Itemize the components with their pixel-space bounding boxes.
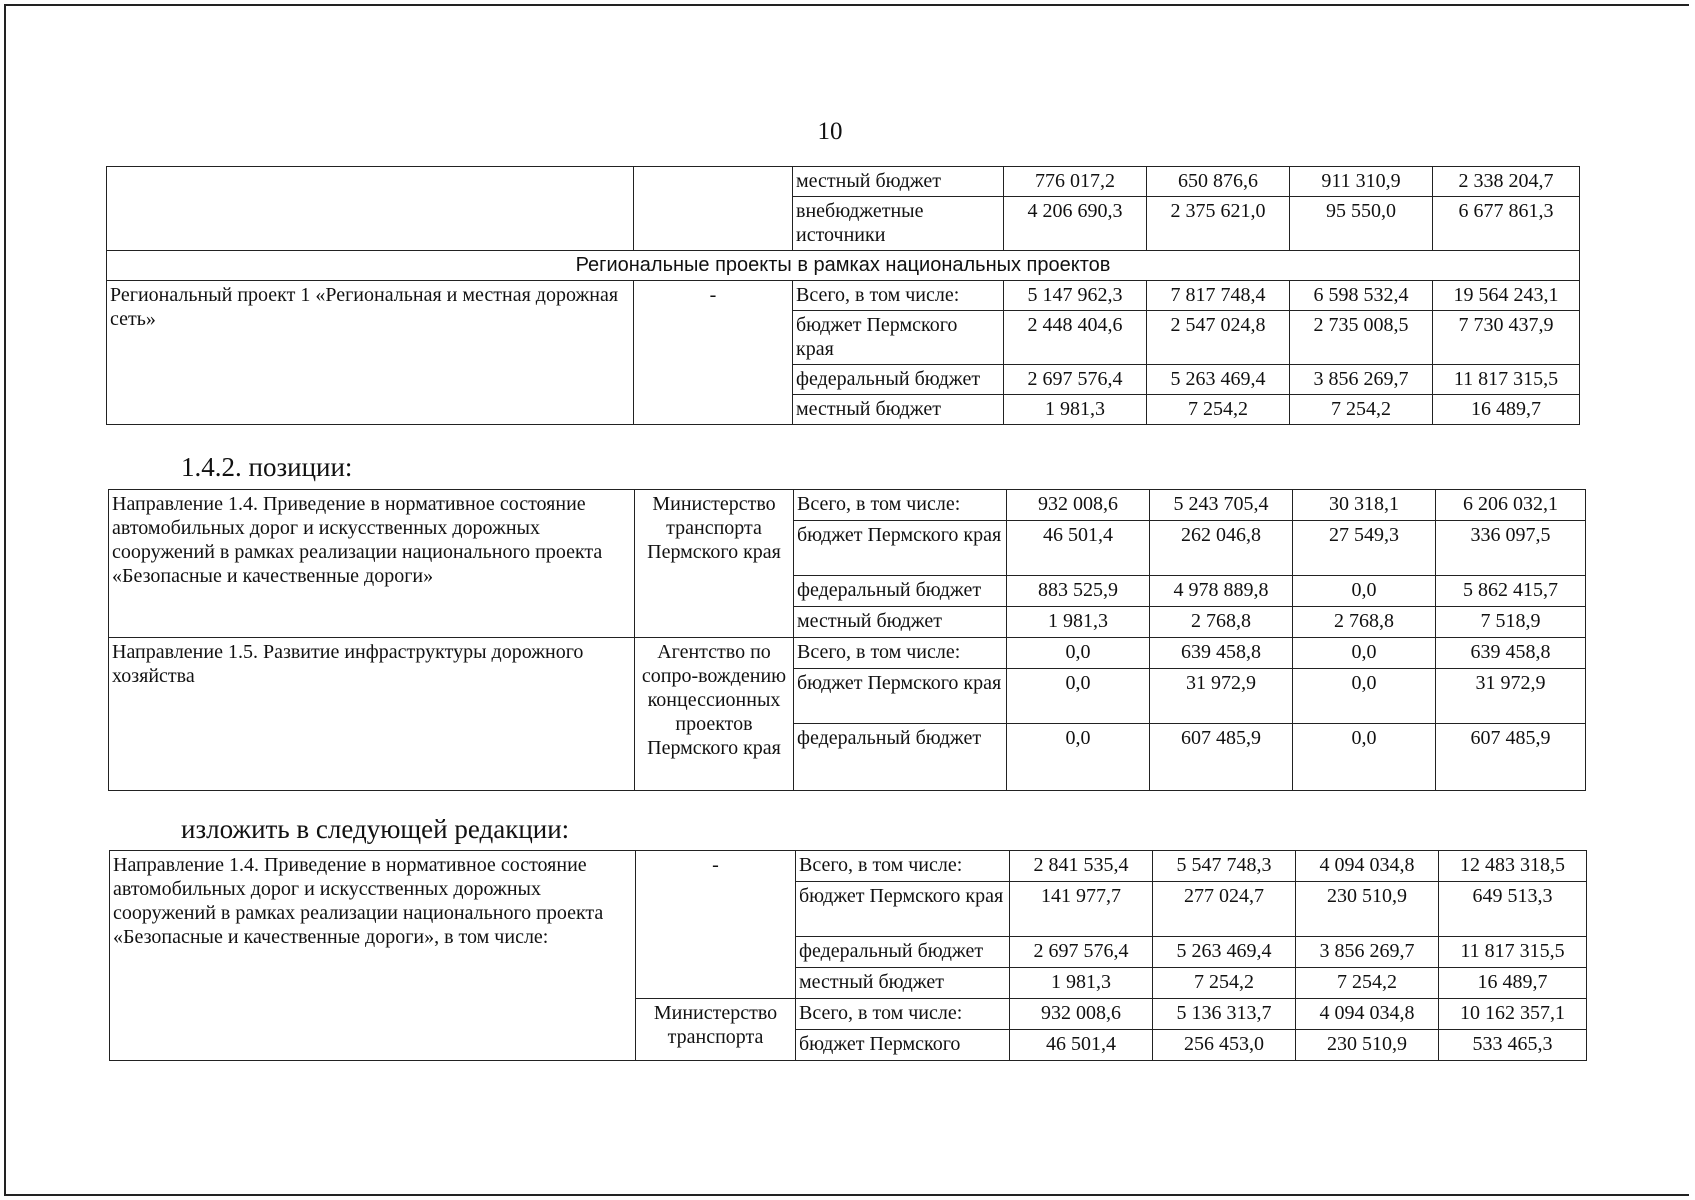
source-label: федеральный бюджет	[793, 365, 1004, 395]
value-cell: 533 465,3	[1439, 1030, 1587, 1061]
empty-cell	[634, 167, 793, 251]
value-cell: 3 856 269,7	[1296, 937, 1439, 968]
value-cell: 650 876,6	[1147, 167, 1290, 197]
executor-cell: Министерство транспорта Пермского края	[635, 490, 794, 638]
direction-name: Направление 1.4. Приведение в нормативное состояние автомобильных дорог и искусственных дорожных сооружений в рамках реализации национального проекта «Безопасные и качественные дороги»	[109, 490, 635, 638]
value-cell: 31 972,9	[1436, 669, 1586, 724]
value-cell: 911 310,9	[1290, 167, 1433, 197]
value-cell: 7 254,2	[1147, 395, 1290, 425]
source-label: бюджет Пермского	[796, 1030, 1010, 1061]
value-cell: 336 097,5	[1436, 521, 1586, 576]
value-cell: 0,0	[1007, 669, 1150, 724]
table-row	[109, 490, 1586, 521]
value-cell: 5 263 469,4	[1153, 937, 1296, 968]
value-cell: 19 564 243,1	[1433, 281, 1580, 311]
page-number: 10	[817, 118, 843, 145]
value-cell: 1 981,3	[1010, 968, 1153, 999]
value-cell: 16 489,7	[1433, 395, 1580, 425]
value-cell: 932 008,6	[1007, 490, 1150, 521]
table-row	[109, 638, 1586, 669]
empty-cell	[107, 167, 634, 251]
budget-table-new-edition	[109, 850, 1587, 1061]
new-edition-heading: изложить в следующей редакции:	[181, 814, 570, 844]
value-cell: 6 598 532,4	[1290, 281, 1433, 311]
value-cell: 27 549,3	[1293, 521, 1436, 576]
source-label: федеральный бюджет	[794, 724, 1007, 791]
source-label: Всего, в том числе:	[796, 851, 1010, 882]
value-cell: 30 318,1	[1293, 490, 1436, 521]
direction-name: Направление 1.5. Развитие инфраструктуры дорожного хозяйства	[109, 638, 635, 791]
value-cell: 7 254,2	[1290, 395, 1433, 425]
source-label: местный бюджет	[793, 395, 1004, 425]
value-cell: 4 206 690,3	[1004, 197, 1147, 251]
budget-table-positions	[108, 489, 1586, 791]
value-cell: 7 518,9	[1436, 607, 1586, 638]
value-cell: 932 008,6	[1010, 999, 1153, 1030]
value-cell: 95 550,0	[1290, 197, 1433, 251]
project-name: Региональный проект 1 «Региональная и местная дорожная сеть»	[107, 281, 634, 425]
value-cell: 46 501,4	[1007, 521, 1150, 576]
value-cell: 607 485,9	[1150, 724, 1293, 791]
value-cell: 4 094 034,8	[1296, 851, 1439, 882]
source-label: Всего, в том числе:	[793, 281, 1004, 311]
value-cell: 6 677 861,3	[1433, 197, 1580, 251]
source-label: федеральный бюджет	[796, 937, 1010, 968]
value-cell: 5 147 962,3	[1004, 281, 1147, 311]
value-cell: 2 375 621,0	[1147, 197, 1290, 251]
value-cell: 639 458,8	[1436, 638, 1586, 669]
value-cell: 46 501,4	[1010, 1030, 1153, 1061]
value-cell: 11 817 315,5	[1439, 937, 1587, 968]
value-cell: 607 485,9	[1436, 724, 1586, 791]
value-cell: 2 841 535,4	[1010, 851, 1153, 882]
value-cell: 4 978 889,8	[1150, 576, 1293, 607]
value-cell: 12 483 318,5	[1439, 851, 1587, 882]
section-title: Региональные проекты в рамках национальных проектов	[107, 251, 1580, 281]
value-cell: 0,0	[1007, 638, 1150, 669]
value-cell: 7 730 437,9	[1433, 311, 1580, 365]
source-label: бюджет Пермского края	[794, 669, 1007, 724]
direction-name: Направление 1.4. Приведение в нормативное состояние автомобильных дорог и искусственных дорожных сооружений в рамках реализации национального проекта «Безопасные и качественные дороги», в том числе:	[110, 851, 636, 1061]
source-label: Всего, в том числе:	[796, 999, 1010, 1030]
source-label: Всего, в том числе:	[794, 638, 1007, 669]
value-cell: 7 817 748,4	[1147, 281, 1290, 311]
value-cell: 4 094 034,8	[1296, 999, 1439, 1030]
value-cell: 7 254,2	[1296, 968, 1439, 999]
value-cell: 3 856 269,7	[1290, 365, 1433, 395]
value-cell: 2 768,8	[1150, 607, 1293, 638]
value-cell: 141 977,7	[1010, 882, 1153, 937]
value-cell: 256 453,0	[1153, 1030, 1296, 1061]
executor-cell: Министерство транспорта	[636, 999, 796, 1061]
positions-heading: 1.4.2. позиции:	[181, 452, 353, 482]
value-cell: 649 513,3	[1439, 882, 1587, 937]
value-cell: 5 862 415,7	[1436, 576, 1586, 607]
source-label: бюджет Пермского края	[794, 521, 1007, 576]
table-row	[107, 281, 1580, 311]
value-cell: 5 547 748,3	[1153, 851, 1296, 882]
value-cell: 2 697 576,4	[1010, 937, 1153, 968]
value-cell: 2 338 204,7	[1433, 167, 1580, 197]
source-label: местный бюджет	[793, 167, 1004, 197]
value-cell: 5 263 469,4	[1147, 365, 1290, 395]
value-cell: 10 162 357,1	[1439, 999, 1587, 1030]
value-cell: 0,0	[1293, 724, 1436, 791]
value-cell: 230 510,9	[1296, 882, 1439, 937]
value-cell: 0,0	[1007, 724, 1150, 791]
source-label: местный бюджет	[794, 607, 1007, 638]
value-cell: 277 024,7	[1153, 882, 1296, 937]
value-cell: 1 981,3	[1004, 395, 1147, 425]
source-label: бюджет Пермского края	[793, 311, 1004, 365]
value-cell: 0,0	[1293, 638, 1436, 669]
value-cell: 2 697 576,4	[1004, 365, 1147, 395]
source-label: внебюджетные источники	[793, 197, 1004, 251]
value-cell: 2 547 024,8	[1147, 311, 1290, 365]
value-cell: 16 489,7	[1439, 968, 1587, 999]
value-cell: 5 243 705,4	[1150, 490, 1293, 521]
value-cell: 31 972,9	[1150, 669, 1293, 724]
value-cell: 5 136 313,7	[1153, 999, 1296, 1030]
value-cell: 1 981,3	[1007, 607, 1150, 638]
value-cell: 0,0	[1293, 669, 1436, 724]
source-label: местный бюджет	[796, 968, 1010, 999]
budget-table-continued	[106, 166, 1580, 425]
source-label: федеральный бюджет	[794, 576, 1007, 607]
source-label: Всего, в том числе:	[794, 490, 1007, 521]
table-row	[107, 167, 1580, 197]
value-cell: 6 206 032,1	[1436, 490, 1586, 521]
value-cell: 639 458,8	[1150, 638, 1293, 669]
value-cell: 883 525,9	[1007, 576, 1150, 607]
value-cell: 2 448 404,6	[1004, 311, 1147, 365]
value-cell: 776 017,2	[1004, 167, 1147, 197]
value-cell: 2 768,8	[1293, 607, 1436, 638]
value-cell: 11 817 315,5	[1433, 365, 1580, 395]
value-cell: 0,0	[1293, 576, 1436, 607]
executor-cell: Агентство по сопро-вождению концессионных проектов Пермского края	[635, 638, 794, 791]
value-cell: 230 510,9	[1296, 1030, 1439, 1061]
value-cell: 262 046,8	[1150, 521, 1293, 576]
executor-cell: -	[634, 281, 793, 425]
source-label: бюджет Пермского края	[796, 882, 1010, 937]
value-cell: 7 254,2	[1153, 968, 1296, 999]
executor-cell: -	[636, 851, 796, 999]
table-row	[110, 851, 1587, 882]
section-row	[107, 251, 1580, 281]
value-cell: 2 735 008,5	[1290, 311, 1433, 365]
